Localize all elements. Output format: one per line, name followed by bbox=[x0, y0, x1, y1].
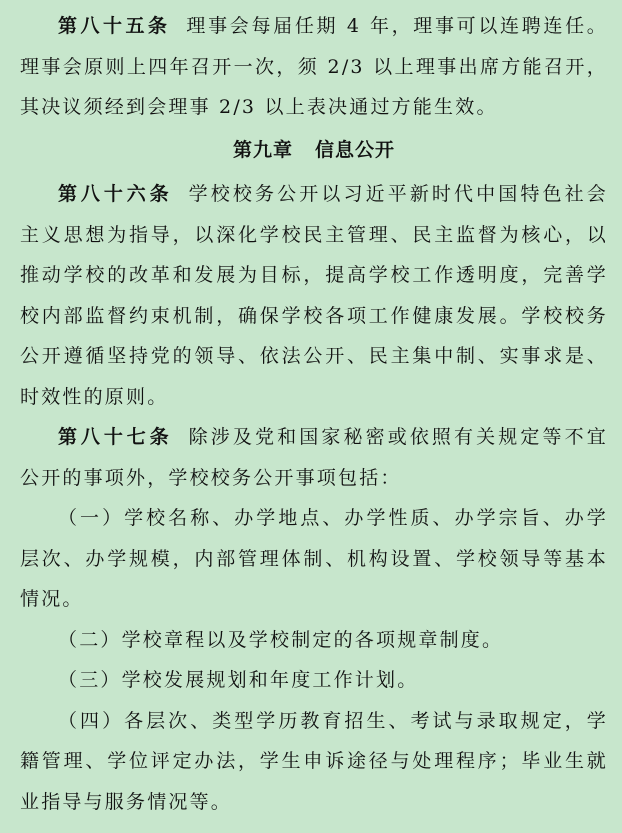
article-text: 除涉及党和国家秘密或依照有关规定等不宜公开的事项外，学校校务公开事项包括： bbox=[20, 426, 608, 489]
chapter-title: 信息公开 bbox=[315, 138, 396, 161]
chapter-heading bbox=[20, 130, 608, 171]
list-item-3: （三）学校发展规划和年度工作计划。 bbox=[58, 669, 419, 691]
list-item-1: （一）学校名称、办学地点、办学性质、办学宗旨、办学层次、办学规模，内部管理体制、机构设置、学校领导等基本情况。 bbox=[20, 507, 608, 610]
article-label: 第八十七条 bbox=[58, 426, 173, 448]
article-87 bbox=[20, 417, 608, 498]
article-label: 第八十五条 bbox=[58, 15, 171, 37]
article-label: 第八十六条 bbox=[58, 183, 173, 205]
list-item-2: （二）学校章程以及学校制定的各项规章制度。 bbox=[58, 628, 504, 651]
article-86 bbox=[20, 174, 608, 417]
article-text: 理事会每届任期 4 年，理事可以连聘连任。理事会原则上四年召开一次，须 2/3 以上理事出席方能召开，其决议须经到会理事 2/3 以上表决通过方能生效。 bbox=[20, 15, 608, 118]
article-text: 学校校务公开以习近平新时代中国特色社会主义思想为指导，以深化学校民主管理、民主监督为核心，以推动学校的改革和发展为目标，提高学校工作透明度，完善学校内部监督约束机制，确保学校各项工作健康发展。学校校务公开遵循坚持党的领导、依法公开、民主集中制、实事求是、时效性的原则。 bbox=[20, 183, 608, 408]
chapter-number: 第九章 bbox=[232, 138, 293, 161]
article-85 bbox=[20, 6, 608, 128]
list-item-4: （四）各层次、类型学历教育招生、考试与录取规定，学籍管理、学位评定办法，学生申诉途径与处理程序；毕业生就业指导与服务情况等。 bbox=[20, 709, 608, 813]
